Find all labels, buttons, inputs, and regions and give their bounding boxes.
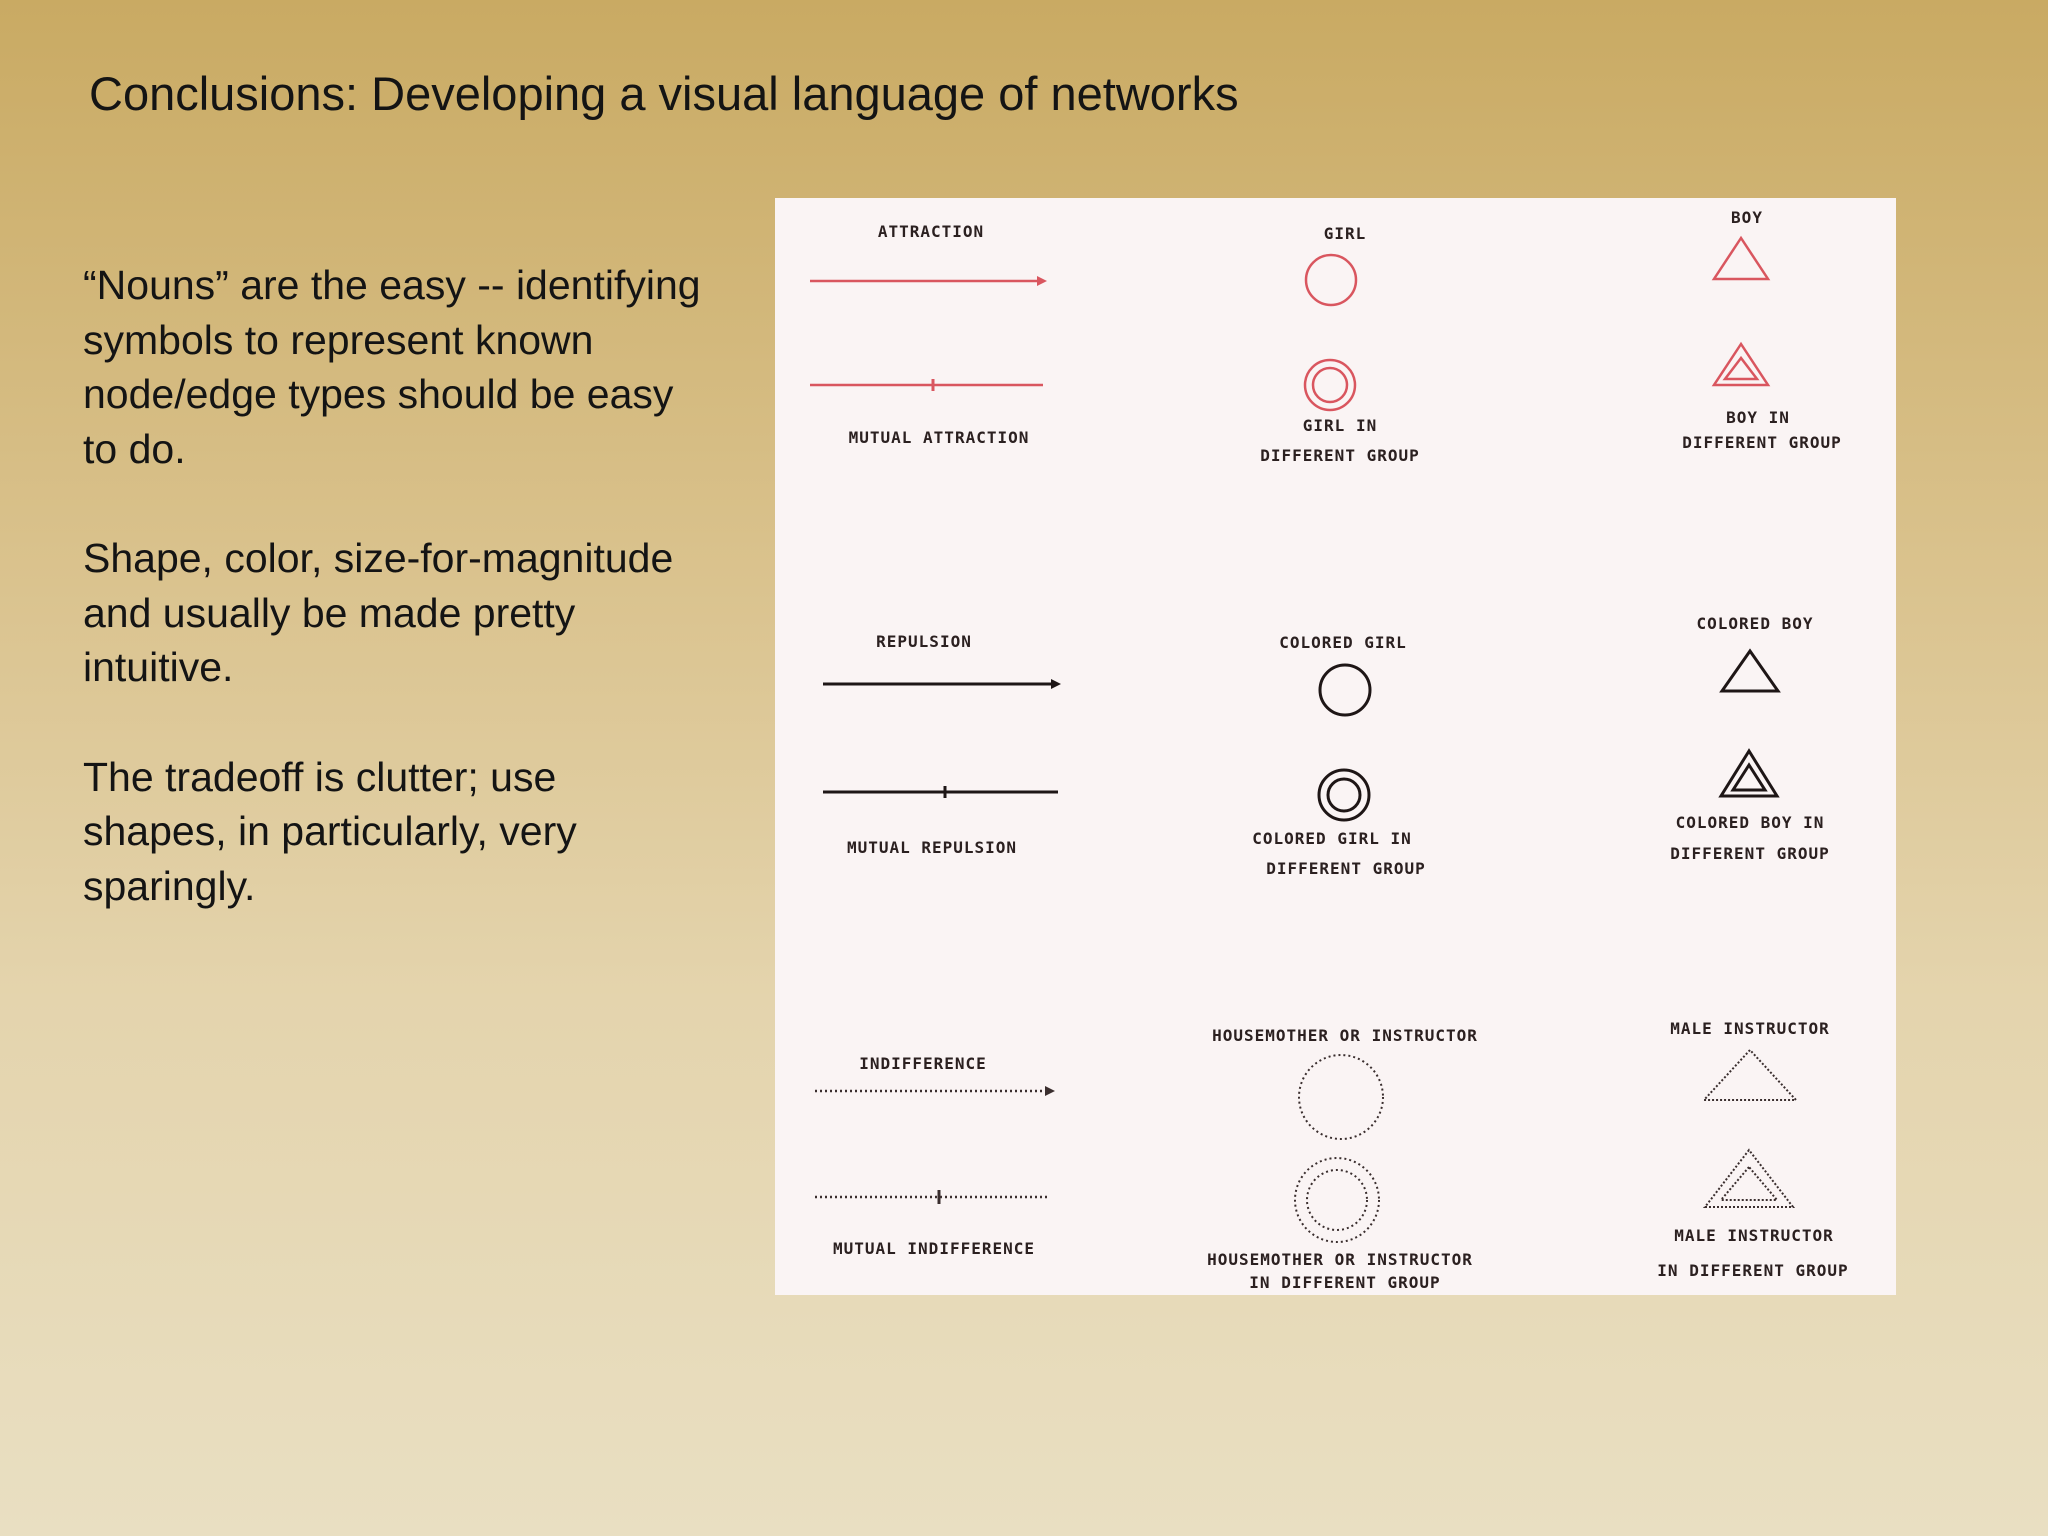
girl-circle-icon (1306, 255, 1356, 305)
male-instructor-triangle-icon (1704, 1050, 1796, 1100)
symbol-legend-svg (775, 198, 1896, 1295)
mutual-repulsion-line-icon (823, 786, 1058, 798)
label-colored-girl-different-group: DIFFERENT GROUP (1266, 859, 1426, 878)
colored-girl-different-group-circle-icon (1319, 770, 1369, 820)
label-repulsion: REPULSION (876, 632, 972, 651)
label-colored-girl-in: COLORED GIRL IN (1252, 829, 1412, 848)
boy-triangle-icon (1714, 238, 1768, 279)
label-boy-in: BOY IN (1726, 408, 1790, 427)
slide-title: Conclusions: Developing a visual language of networks (89, 67, 1239, 120)
male-instructor-different-group-triangle-icon (1705, 1150, 1793, 1207)
label-male-instructor-diff-1: MALE INSTRUCTOR (1674, 1226, 1834, 1245)
label-colored-boy: COLORED BOY (1696, 614, 1814, 633)
label-indifference: INDIFFERENCE (859, 1054, 987, 1073)
label-girl-different-group: DIFFERENT GROUP (1260, 446, 1420, 465)
body-text (83, 258, 703, 968)
label-housemother-diff-2: IN DIFFERENT GROUP (1249, 1273, 1441, 1292)
boy-different-group-triangle-icon (1714, 344, 1768, 385)
label-girl-in: GIRL IN (1302, 416, 1378, 435)
label-boy: BOY (1731, 208, 1763, 227)
label-housemother: HOUSEMOTHER OR INSTRUCTOR (1212, 1026, 1478, 1045)
attraction-arrow-icon (810, 276, 1047, 286)
girl-different-group-circle-icon (1305, 360, 1355, 410)
symbol-legend-figure (775, 198, 1896, 1295)
label-colored-girl: COLORED GIRL (1279, 633, 1407, 652)
label-housemother-diff-1: HOUSEMOTHER OR INSTRUCTOR (1207, 1250, 1473, 1269)
label-boy-different-group: DIFFERENT GROUP (1682, 433, 1842, 452)
housemother-circle-icon (1299, 1055, 1383, 1139)
label-mutual-attraction: MUTUAL ATTRACTION (848, 428, 1030, 447)
label-male-instructor-diff-2: IN DIFFERENT GROUP (1657, 1261, 1849, 1280)
colored-girl-circle-icon (1320, 665, 1370, 715)
label-mutual-repulsion: MUTUAL REPULSION (846, 838, 1018, 857)
label-male-instructor: MALE INSTRUCTOR (1670, 1019, 1830, 1038)
housemother-different-group-circle-icon (1295, 1158, 1379, 1242)
mutual-indifference-line-icon (815, 1190, 1049, 1204)
mutual-attraction-line-icon (810, 379, 1043, 391)
label-attraction: ATTRACTION (877, 222, 985, 241)
label-colored-boy-different-group: DIFFERENT GROUP (1670, 844, 1830, 863)
paragraph-shape-color: Shape, color, size-for-magnitude and usually be made pretty intuitive. (83, 535, 674, 690)
indifference-arrow-icon (815, 1086, 1055, 1096)
label-mutual-indifference: MUTUAL INDIFFERENCE (832, 1239, 1036, 1258)
paragraph-nouns: “Nouns” are the easy -- identifying symbols to represent known node/edge types should be easy to do. (83, 262, 701, 472)
repulsion-arrow-icon (823, 679, 1061, 689)
colored-boy-different-group-triangle-icon (1721, 751, 1777, 796)
label-girl: GIRL (1323, 224, 1367, 243)
label-colored-boy-in: COLORED BOY IN (1675, 813, 1825, 832)
paragraph-tradeoff: The tradeoff is clutter; use shapes, in particularly, very sparingly. (83, 753, 577, 909)
colored-boy-triangle-icon (1722, 651, 1778, 691)
